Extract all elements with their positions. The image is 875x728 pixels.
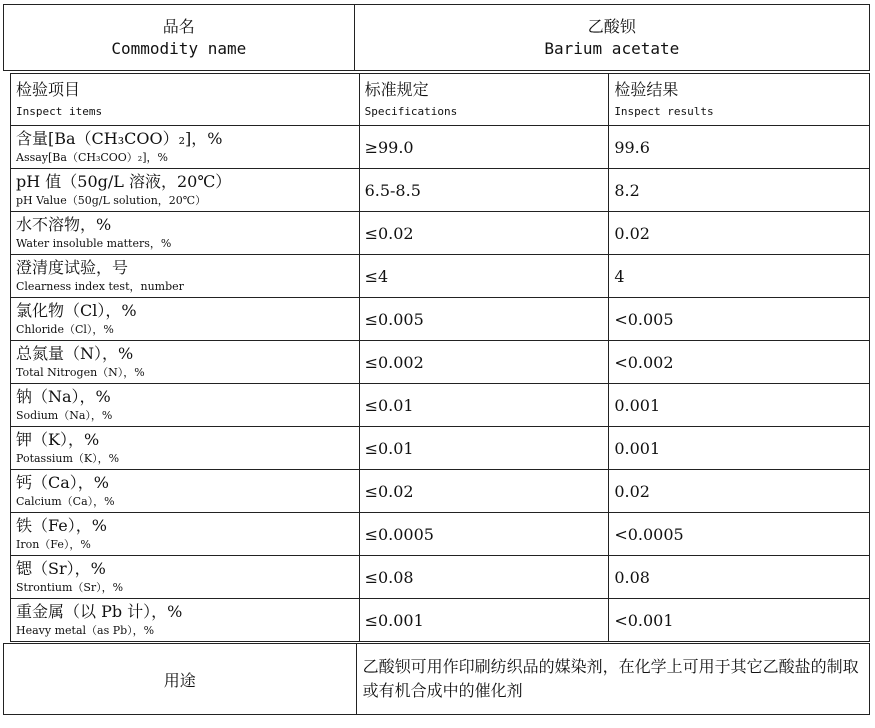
usage-text: 乙酸钡可用作印刷纺织品的媒染剂，在化学上可用于其它乙酸盐的制取或有机合成中的催化剂 [356,644,869,715]
specification-value: ≤0.01 [359,427,609,470]
inspect-item-cell [11,298,360,341]
inspect-item-cn: 重金属（以 Pb 计），% [16,602,183,621]
inspect-items-en: Inspect items [16,105,103,118]
commodity-name-en: Commodity name [111,38,247,58]
inspect-item-cn: 钠（Na），% [16,387,111,406]
result-value: 8.2 [609,169,870,212]
usage-row [4,644,870,715]
usage-label: 用途 [4,644,357,715]
inspect-item-cell [11,384,360,427]
inspect-item-cn: 总氮量（N），% [16,344,134,363]
result-value: 0.02 [609,212,870,255]
result-value: <0.0005 [609,513,870,556]
inspect-item-cell [11,341,360,384]
table-row [11,513,870,556]
inspect-item-cn: 水不溶物，% [16,215,112,234]
table-row [11,126,870,169]
inspect-items-cn: 检验项目 [16,80,81,99]
table-row [11,255,870,298]
inspect-item-cn: pH 值（50g/L 溶液，20℃） [16,172,232,191]
inspect-item-cell [11,255,360,298]
inspect-item-en: pH Value（50g/L solution，20℃） [16,194,207,207]
specification-value: ≤0.02 [359,470,609,513]
result-value: 4 [609,255,870,298]
inspect-results-header [609,74,870,126]
inspect-item-cn: 钾（K），% [16,430,100,449]
inspect-results-cn: 检验结果 [614,80,679,99]
specification-value: ≤0.005 [359,298,609,341]
inspect-items-header [11,74,360,126]
specification-header-row [11,74,870,126]
specification-table [10,73,870,642]
inspect-item-en: Sodium（Na），% [16,409,113,422]
table-row [11,169,870,212]
result-value: <0.005 [609,298,870,341]
inspect-item-cell [11,126,360,169]
specifications-header [359,74,609,126]
specification-value: ≤0.002 [359,341,609,384]
inspect-item-cell [11,169,360,212]
inspect-item-en: Iron（Fe），% [16,538,91,551]
table-row [11,298,870,341]
inspect-item-cn: 钙（Ca），% [16,473,109,492]
table-row [11,556,870,599]
inspect-item-cell [11,470,360,513]
commodity-name-cell [4,5,355,71]
inspect-item-en: Potassium（K），% [16,452,120,465]
specification-value: ≤0.001 [359,599,609,642]
commodity-header-table [3,4,870,71]
inspect-item-en: Water insoluble matters，% [16,237,172,250]
inspect-results-en: Inspect results [614,105,714,118]
result-value: 0.001 [609,384,870,427]
table-row [11,427,870,470]
inspect-item-en: Total Nitrogen（N），% [16,366,145,379]
commodity-header-row [4,5,870,71]
specification-value: ≥99.0 [359,126,609,169]
inspect-item-en: Clearness index test，number [16,280,184,293]
table-row [11,341,870,384]
result-value: 0.08 [609,556,870,599]
inspect-item-cell [11,212,360,255]
usage-table [3,643,870,715]
specification-value: ≤0.0005 [359,513,609,556]
result-value: <0.001 [609,599,870,642]
table-row [11,212,870,255]
inspect-item-cn: 铁（Fe），% [16,516,107,535]
result-value: 0.001 [609,427,870,470]
table-row [11,384,870,427]
specifications-en: Specifications [364,105,458,118]
inspect-item-en: Chloride（Cl），% [16,323,114,336]
specification-value: ≤0.08 [359,556,609,599]
table-row [11,599,870,642]
result-value: <0.002 [609,341,870,384]
commodity-name-cn: 品名 [162,16,195,36]
inspect-item-en: Strontium（Sr），% [16,581,124,594]
inspect-item-cn: 含量[Ba（CH₃COO）₂]，% [16,129,223,148]
table-row [11,470,870,513]
inspect-item-en: Assay[Ba（CH₃COO）₂]，% [16,151,168,164]
inspect-item-cell [11,427,360,470]
inspect-item-cell [11,556,360,599]
inspect-item-cell [11,599,360,642]
result-value: 0.02 [609,470,870,513]
inspect-item-en: Heavy metal（as Pb），% [16,624,155,637]
specification-value: ≤0.01 [359,384,609,427]
inspect-item-cn: 锶（Sr），% [16,559,106,578]
specification-value: ≤0.02 [359,212,609,255]
product-name-cn: 乙酸钡 [587,16,636,36]
result-value: 99.6 [609,126,870,169]
inspect-item-cn: 氯化物（Cl），% [16,301,137,320]
specification-value: ≤4 [359,255,609,298]
inspect-item-cell [11,513,360,556]
product-name-cell [354,5,869,71]
specification-value: 6.5-8.5 [359,169,609,212]
specification-table-body [11,74,870,642]
inspect-item-en: Calcium（Ca），% [16,495,115,508]
specifications-cn: 标准规定 [364,80,429,99]
product-name-en: Barium acetate [544,38,680,58]
inspect-item-cn: 澄清度试验，号 [16,258,129,277]
